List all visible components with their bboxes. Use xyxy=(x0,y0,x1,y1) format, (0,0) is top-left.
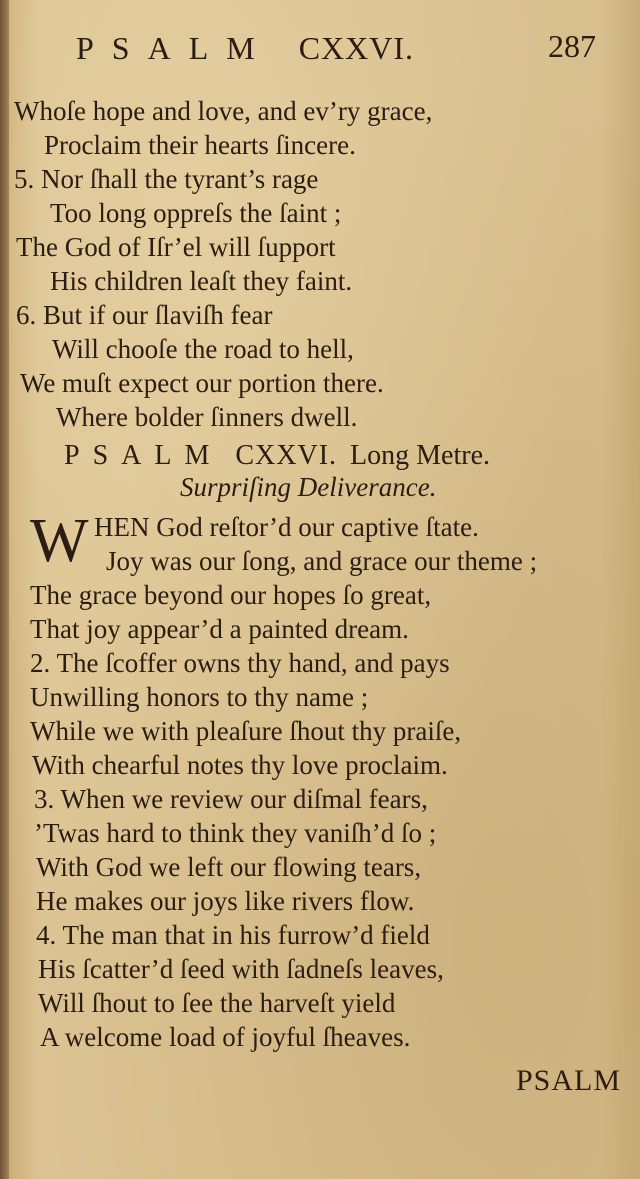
verse-line: 5. Nor ſhall the tyrant’s rage xyxy=(14,164,319,194)
psalm-heading xyxy=(64,440,490,472)
verse-line: He makes our joys like rivers flow. xyxy=(36,886,415,916)
verse-line: With God we left our flowing tears, xyxy=(36,852,422,882)
verse-line: The God of Iſr’el will ſupport xyxy=(16,232,336,262)
verse-line: 4. The man that in his furrow’d field xyxy=(36,920,430,950)
verse-line: Joy was our ſong, and grace our theme ; xyxy=(106,546,538,576)
running-psalm-number: CXXVI. xyxy=(298,30,415,66)
verse-line: ’Twas hard to think they vaniſh’d ſo ; xyxy=(34,818,437,848)
psalm-subtitle: Surpriſing Deliverance. xyxy=(180,472,437,502)
verse-line: Unwilling honors to thy name ; xyxy=(30,682,369,712)
verse-line: 3. When we review our diſmal fears, xyxy=(34,784,428,814)
verse-line: That joy appear’d a painted dream. xyxy=(30,614,409,644)
verse-line: A welcome load of joyful ſheaves. xyxy=(40,1022,411,1052)
verse-line: With chearful notes thy love proclaim. xyxy=(32,750,448,780)
psalm-heading-word: PSALM xyxy=(64,440,223,471)
verse-line: His ſcatter’d ſeed with ſadneſs leaves, xyxy=(38,954,444,984)
verse-line: 2. The ſcoffer owns thy hand, and pays xyxy=(30,648,450,678)
verse-line: 6. But if our ſlaviſh fear xyxy=(16,300,273,330)
verse-line: His children leaſt they faint. xyxy=(50,266,353,296)
page-number: 287 xyxy=(548,28,596,64)
verse-line: While we with pleaſure ſhout thy praiſe, xyxy=(30,716,462,746)
verse-line: HEN God reſtor’d our captive ſtate. xyxy=(94,512,479,542)
verse-line: Will chooſe the road to hell, xyxy=(52,334,354,364)
verse-line: Where bolder ſinners dwell. xyxy=(56,402,358,432)
catchword: PSALM xyxy=(516,1064,622,1097)
psalm-heading-metre: Long Metre. xyxy=(350,440,491,471)
verse-line: Whoſe hope and love, and ev’ry grace, xyxy=(14,96,433,126)
verse-line: We muſt expect our portion there. xyxy=(20,368,384,398)
drop-capital: W xyxy=(30,507,89,575)
running-head xyxy=(76,30,414,67)
verse-line: Proclaim their hearts ſincere. xyxy=(44,130,356,160)
verse-line: The grace beyond our hopes ſo great, xyxy=(30,580,432,610)
verse-line: Too long oppreſs the ſaint ; xyxy=(50,198,342,228)
psalm-heading-number: CXXVI. xyxy=(235,440,338,471)
verse-line: Will ſhout to ſee the harveſt yield xyxy=(38,988,396,1018)
running-title: PSALM xyxy=(76,30,273,66)
